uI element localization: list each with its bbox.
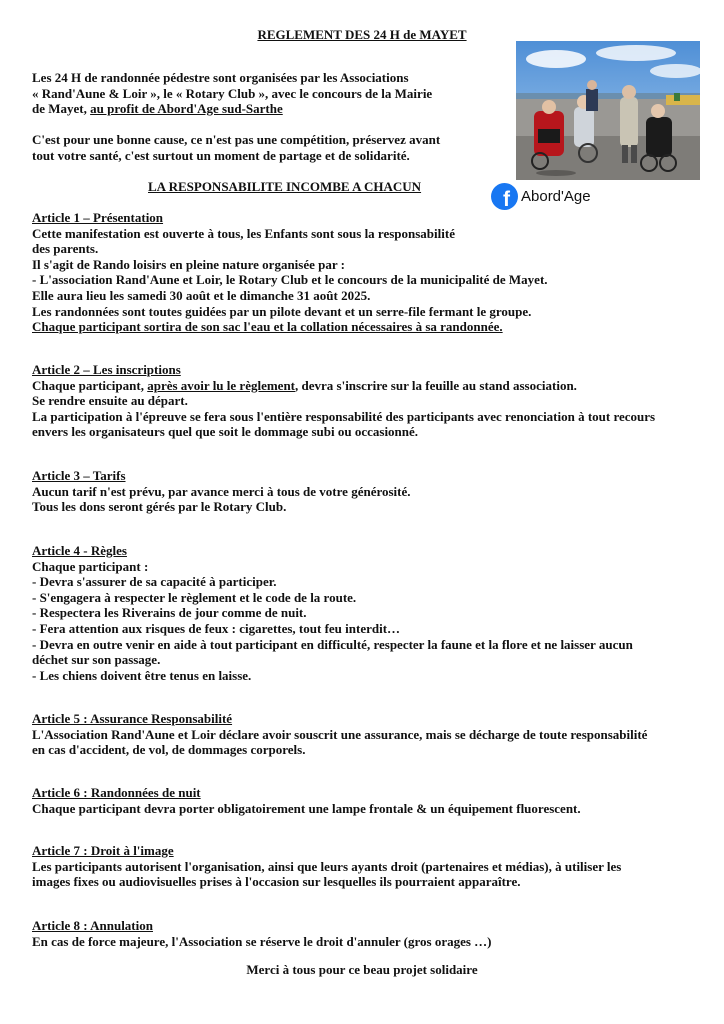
article-line: déchet sur son passage. xyxy=(32,652,161,668)
intro-paragraph xyxy=(32,70,432,117)
intro-line: « Rand'Aune & Loir », le « Rotary Club », avec le concours de la Mairie xyxy=(32,85,433,101)
article-line: - Fera attention aux risques de feux : cigarettes, tout feu interdit… xyxy=(32,620,401,636)
article-line: Chaque participant, après avoir lu le règlement, devra s'inscrire sur la feuille au stand association. xyxy=(32,377,577,393)
article-line: Se rendre ensuite au départ. xyxy=(32,393,188,409)
article-line: - Les chiens doivent être tenus en laisse. xyxy=(32,667,252,683)
article-line: des parents. xyxy=(32,241,99,257)
article-6 xyxy=(32,785,581,816)
intro-line: de Mayet, au profit de Abord'Age sud-Sarthe xyxy=(32,101,283,117)
article-heading: Article 1 – Présentation xyxy=(32,210,164,225)
article-line: Chaque participant devra porter obligatoirement une lampe frontale & un équipement fluorescent. xyxy=(32,800,581,816)
article-heading: Article 5 : Assurance Responsabilité xyxy=(32,711,233,726)
article-line: Tous les dons seront gérés par le Rotary Club. xyxy=(32,499,287,515)
cause-paragraph xyxy=(32,132,440,163)
article-line: Il s'agit de Rando loisirs en pleine nature organisée par : xyxy=(32,256,345,272)
article-line: Les participants autorisent l'organisation, ainsi que leurs ayants droit (partenaires et médias), à utiliser les xyxy=(32,858,622,874)
article-8 xyxy=(32,918,492,949)
article-line: - Devra en outre venir en aide à tout participant en difficulté, respecter la faune et la flore et ne laisser aucun xyxy=(32,636,633,652)
article-heading: Article 4 - Règles xyxy=(32,543,127,558)
article-line: Cette manifestation est ouverte à tous, les Enfants sont sous la responsabilité xyxy=(32,225,455,241)
article-line: - Respectera les Riverains de jour comme de nuit. xyxy=(32,605,307,621)
intro-line: Les 24 H de randonnée pédestre sont organisées par les Associations xyxy=(32,70,409,85)
facebook-icon: f xyxy=(491,183,518,210)
article-1 xyxy=(32,210,548,335)
cause-line: tout votre santé, c'est surtout un moment de partage et de solidarité. xyxy=(32,147,410,163)
article-line: images fixes ou audiovisuelles prises à l'occasion sur lesquelles ils pourraient apparaître. xyxy=(32,874,521,890)
article-line: La participation à l'épreuve se fera sous l'entière responsabilité des participants avec renonciation à tout recours xyxy=(32,408,656,424)
article-heading: Article 2 – Les inscriptions xyxy=(32,362,181,377)
article-line: envers les organisateurs quel que soit le dommage subi ou occasionné. xyxy=(32,424,419,440)
article-line: Chaque participant sortira de son sac l'eau et la collation nécessaires à sa randonnée. xyxy=(32,319,503,335)
article-2 xyxy=(32,362,655,440)
article-4 xyxy=(32,543,633,683)
closing-thanks: Merci à tous pour ce beau projet solidaire xyxy=(246,962,478,977)
article-heading: Article 3 – Tarifs xyxy=(32,468,126,483)
article-line: - S'engagera à respecter le règlement et le code de la route. xyxy=(32,589,357,605)
event-photo xyxy=(516,41,700,180)
article-line: L'Association Rand'Aune et Loir déclare avoir souscrit une assurance, mais se décharge de toute responsabilité xyxy=(32,726,648,742)
article-heading: Article 7 : Droit à l'image xyxy=(32,843,174,858)
responsibility-heading: LA RESPONSABILITE INCOMBE A CHACUN xyxy=(148,179,422,194)
article-line: en cas d'accident, de vol, de dommages corporels. xyxy=(32,742,306,758)
beneficiary-text: au profit de Abord'Age sud-Sarthe xyxy=(90,101,283,117)
article-line: En cas de force majeure, l'Association se réserve le droit d'annuler (gros orages …) xyxy=(32,933,492,949)
article-line: Elle aura lieu les samedi 30 août et le dimanche 31 août 2025. xyxy=(32,287,371,303)
article-heading: Article 8 : Annulation xyxy=(32,918,153,933)
article-line: - Devra s'assurer de sa capacité à participer. xyxy=(32,574,277,590)
article-heading: Article 6 : Randonnées de nuit xyxy=(32,785,201,800)
article-3 xyxy=(32,468,411,515)
article-line: - L'association Rand'Aune et Loir, le Rotary Club et le concours de la municipalité de Mayet. xyxy=(32,272,548,288)
article-7 xyxy=(32,843,621,890)
article-line: Chaque participant : xyxy=(32,558,149,574)
page-title: REGLEMENT DES 24 H de MAYET xyxy=(257,27,467,42)
facebook-page-name: Abord'Age xyxy=(521,188,591,205)
article-line: Les randonnées sont toutes guidées par un pilote devant et un serre-file fermant le groupe. xyxy=(32,303,532,319)
article-5 xyxy=(32,711,647,758)
article-line: Aucun tarif n'est prévu, par avance merci à tous de votre générosité. xyxy=(32,483,411,499)
cause-line: C'est pour une bonne cause, ce n'est pas une compétition, préservez avant xyxy=(32,132,441,147)
facebook-tag[interactable] xyxy=(491,183,591,210)
